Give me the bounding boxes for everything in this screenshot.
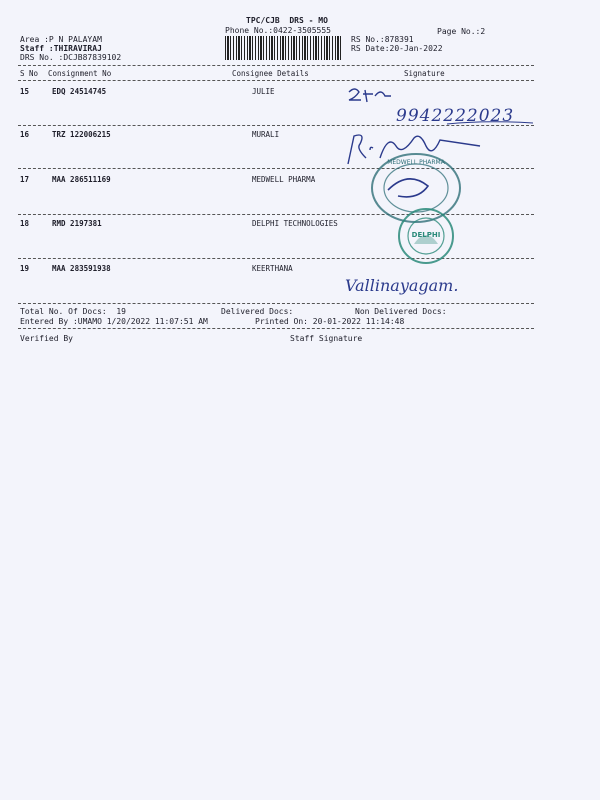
verified-by: Verified By — [20, 334, 73, 343]
row-19-consignment: MAA 283591938 — [52, 264, 111, 273]
document-title: TPC/CJB DRS - MO — [246, 16, 328, 25]
col-consignee: Consignee Details — [232, 69, 309, 78]
row-15-consignment: EDQ 24514745 — [52, 87, 107, 96]
handwritten-phone: 9942222023 — [396, 106, 515, 126]
row-17-consignee: MEDWELL PHARMA — [252, 175, 316, 184]
row-16-consignee: MURALI — [252, 130, 280, 139]
delivered-docs: Delivered Docs: — [221, 307, 294, 316]
non-delivered-docs: Non Delivered Docs: — [355, 307, 447, 316]
row-rule — [18, 303, 534, 304]
rs-date: RS Date:20-Jan-2022 — [351, 44, 443, 53]
delphi-stamp-text: DELPHI — [411, 231, 441, 239]
page-number: Page No.:2 — [437, 27, 486, 36]
drs-number: DRS No. :DCJB87839102 — [20, 53, 122, 62]
rs-number: RS No.:878391 — [351, 35, 414, 44]
staff-field: Staff :THIRAVIRAJ — [20, 44, 102, 53]
column-rule — [18, 80, 534, 81]
row-17-consignment: MAA 286511169 — [52, 175, 111, 184]
signature-row-15 — [345, 86, 415, 108]
row-18-consignment: RMD 2197381 — [52, 219, 102, 228]
col-consignment: Consignment No — [48, 69, 112, 78]
row-16-sno: 16 — [20, 130, 30, 139]
row-18-sno: 18 — [20, 219, 30, 228]
row-17-sno: 17 — [20, 175, 30, 184]
row-19-consignee: KEERTHANA — [252, 264, 293, 273]
printed-on: Printed On: 20-01-2022 11:14:48 — [255, 317, 405, 326]
row-15-sno: 15 — [20, 87, 30, 96]
underline-stroke — [445, 118, 535, 128]
header-rule — [18, 65, 534, 66]
col-signature: Signature — [404, 69, 445, 78]
entered-by: Entered By :UMAMO 1/20/2022 11:07:51 AM — [20, 317, 208, 326]
phone-number: Phone No.:0422-3505555 — [225, 26, 331, 35]
pharma-stamp-text: MEDWELL PHARMA — [387, 159, 445, 166]
staff-signature: Staff Signature — [290, 334, 363, 343]
area-field: Area :P N PALAYAM — [20, 35, 102, 44]
row-16-consignment: TRZ 122006215 — [52, 130, 111, 139]
row-18-consignee: DELPHI TECHNOLOGIES — [252, 219, 338, 228]
row-15-consignee: JULIE — [252, 87, 275, 96]
delphi-stamp — [386, 206, 466, 266]
barcode — [225, 36, 343, 60]
handwritten-name: Vallinayagam. — [345, 276, 459, 295]
row-19-sno: 19 — [20, 264, 30, 273]
col-sno: S No — [20, 69, 39, 78]
total-docs: Total No. Of Docs: 19 — [20, 307, 126, 316]
footer-rule — [18, 328, 534, 329]
